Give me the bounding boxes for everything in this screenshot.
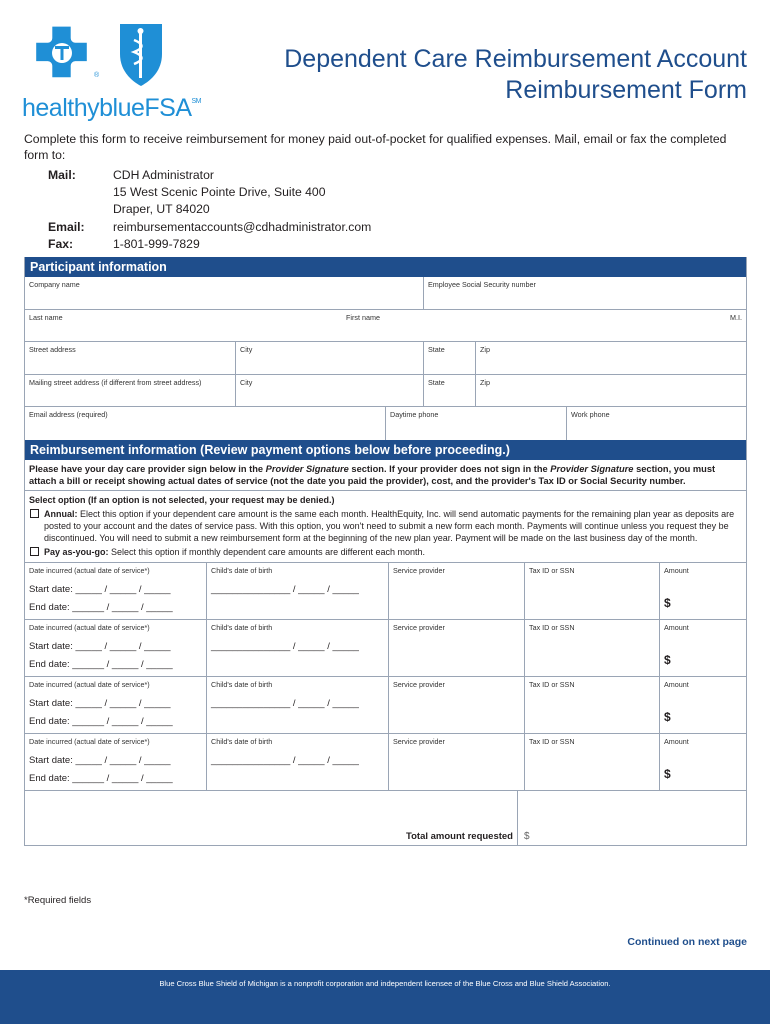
expense-row	[25, 620, 746, 677]
expense-entries	[25, 563, 746, 791]
payg-checkbox[interactable]	[30, 547, 39, 556]
child-dob-field[interactable]	[207, 620, 389, 676]
email-label: Email:	[48, 220, 85, 234]
instr-part-d: Provider Signature	[550, 464, 634, 474]
instr-part-c: section. If your provider does not sign in the	[348, 464, 551, 474]
date-incurred-label: Date incurred (actual date of service*)	[29, 737, 150, 746]
expense-row	[25, 563, 746, 620]
expense-row	[25, 734, 746, 791]
mail-line-3: Draper, UT 84020	[113, 202, 210, 216]
service-provider-field[interactable]: Service provider	[389, 563, 525, 619]
child-dob-blank[interactable]: _______________ / _____ / _____	[211, 755, 359, 766]
tax-id-field[interactable]: Tax ID or SSN	[525, 620, 660, 676]
fax-number: 1-801-999-7829	[113, 237, 200, 251]
amount-dollar: $	[664, 767, 671, 781]
first-name-field[interactable]: First name	[346, 313, 380, 322]
city-field[interactable]: City	[236, 342, 424, 374]
logo-text: healthyblueFSA	[22, 94, 192, 122]
end-date[interactable]: End date: ______ / _____ / _____	[29, 602, 173, 613]
street-address-field[interactable]: Street address	[25, 342, 236, 374]
payg-text: Select this option if monthly dependent care amounts are different each month.	[108, 547, 426, 557]
child-dob-field[interactable]	[207, 563, 389, 619]
service-provider-field[interactable]: Service provider	[389, 677, 525, 733]
date-incurred-label: Date incurred (actual date of service*)	[29, 566, 150, 575]
child-dob-label: Child's date of birth	[211, 680, 273, 689]
instr-part-a: Please have your day care provider sign below in the	[29, 464, 266, 474]
total-label: Total amount requested	[25, 791, 518, 845]
mailing-zip-field[interactable]: Zip	[480, 378, 490, 387]
instr-part-e: section, you must attach a bill or receipt showing actual dates of service (not the date you paid the provider), cost, and the provider's Tax ID or Social Security number.	[29, 464, 716, 486]
intro-text: Complete this form to receive reimbursement for money paid out-of-pocket for qualified expenses. Mail, email or fax the completed form to:	[24, 132, 727, 162]
annual-option[interactable]	[29, 508, 742, 544]
tax-id-field[interactable]: Tax ID or SSN	[525, 734, 660, 790]
contact-block	[48, 167, 371, 253]
healthyblue-fsa-logo	[22, 18, 212, 126]
tax-id-field[interactable]: Tax ID or SSN	[525, 677, 660, 733]
select-option-label: Select option (If an option is not selected, your request may be denied.)	[29, 495, 335, 505]
mail-label: Mail:	[48, 168, 76, 182]
ssn-field[interactable]: Employee Social Security number	[428, 280, 536, 289]
service-provider-field[interactable]: Service provider	[389, 734, 525, 790]
reimbursement-form	[24, 257, 747, 846]
payment-options	[25, 491, 746, 563]
date-incurred-field[interactable]	[25, 734, 207, 790]
amount-dollar: $	[664, 710, 671, 724]
child-dob-label: Child's date of birth	[211, 566, 273, 575]
expense-row	[25, 677, 746, 734]
title-line-1: Dependent Care Reimbursement Account	[284, 45, 747, 73]
total-row	[25, 791, 746, 846]
payg-label: Pay as-you-go:	[44, 547, 109, 557]
annual-label: Annual:	[44, 509, 78, 519]
footer: Blue Cross Blue Shield of Michigan is a nonprofit corporation and independent licensee of the Blue Cross and Blue Shield Association.	[0, 970, 770, 1024]
logo-sm: SM	[191, 98, 202, 105]
end-date[interactable]: End date: ______ / _____ / _____	[29, 773, 173, 784]
amount-label: Amount	[664, 680, 689, 689]
child-dob-label: Child's date of birth	[211, 737, 273, 746]
reimbursement-header: Reimbursement information (Review payment options below before proceeding.)	[25, 440, 746, 460]
amount-field[interactable]	[660, 677, 746, 733]
instr-part-b: Provider Signature	[265, 464, 349, 474]
fax-label: Fax:	[48, 237, 74, 251]
mail-line-1: CDH Administrator	[113, 168, 214, 182]
child-dob-field[interactable]	[207, 677, 389, 733]
annual-text: Elect this option if your dependent care amount is the same each month. HealthEquity, Inc. will send automatic payments for the remaining plan year as deposits are posted to your account and the dates of service pass. With this option, you won't need to submit a new form each month. Payments will continue unless you request they be discontinued. You will need to submit a new reimbursement form at the beginning of the new plan year. Payment will be made on the last business day of the month.	[44, 509, 735, 543]
start-date[interactable]: Start date: _____ / _____ / _____	[29, 641, 171, 652]
end-date[interactable]: End date: ______ / _____ / _____	[29, 716, 173, 727]
payg-option[interactable]	[29, 546, 742, 558]
tax-id-field[interactable]: Tax ID or SSN	[525, 563, 660, 619]
amount-label: Amount	[664, 737, 689, 746]
amount-dollar: $	[664, 653, 671, 667]
continued-note: Continued on next page	[627, 936, 747, 948]
title-line-2: Reimbursement Form	[505, 76, 747, 104]
mailing-state-field[interactable]: State	[424, 375, 476, 406]
date-incurred-field[interactable]	[25, 563, 207, 619]
date-incurred-label: Date incurred (actual date of service*)	[29, 623, 150, 632]
provider-instructions	[25, 460, 746, 491]
amount-label: Amount	[664, 566, 689, 575]
form-title	[284, 44, 747, 106]
date-incurred-label: Date incurred (actual date of service*)	[29, 680, 150, 689]
mailing-address-field[interactable]: Mailing street address (if different from street address)	[25, 375, 236, 406]
zip-field[interactable]: Zip	[480, 345, 490, 354]
last-name-field[interactable]: Last name	[29, 313, 63, 322]
total-amount-field[interactable]: $	[524, 831, 530, 842]
start-date[interactable]: Start date: _____ / _____ / _____	[29, 698, 171, 709]
amount-label: Amount	[664, 623, 689, 632]
amount-field[interactable]	[660, 563, 746, 619]
registered-mark-shield: ®	[146, 72, 152, 79]
mailing-city-field[interactable]: City	[236, 375, 424, 406]
start-date[interactable]: Start date: _____ / _____ / _____	[29, 584, 171, 595]
child-dob-blank[interactable]: _______________ / _____ / _____	[211, 584, 359, 595]
email-field[interactable]: Email address (required)	[25, 407, 386, 440]
logo-wordmark	[22, 94, 201, 123]
amount-dollar: $	[664, 596, 671, 610]
company-name-field[interactable]: Company name	[25, 277, 424, 309]
required-note: *Required fields	[24, 895, 92, 906]
child-dob-blank[interactable]: _______________ / _____ / _____	[211, 641, 359, 652]
amount-field[interactable]	[660, 734, 746, 790]
end-date[interactable]: End date: ______ / _____ / _____	[29, 659, 173, 670]
child-dob-blank[interactable]: _______________ / _____ / _____	[211, 698, 359, 709]
daytime-phone-field[interactable]: Daytime phone	[386, 407, 567, 440]
amount-field[interactable]	[660, 620, 746, 676]
annual-checkbox[interactable]	[30, 509, 39, 518]
email-address[interactable]: reimbursementaccounts@cdhadministrator.com	[113, 220, 372, 234]
work-phone-field[interactable]: Work phone	[571, 410, 610, 419]
registered-mark: ®	[94, 72, 100, 79]
mail-line-2: 15 West Scenic Pointe Drive, Suite 400	[113, 185, 326, 199]
start-date[interactable]: Start date: _____ / _____ / _____	[29, 755, 171, 766]
service-provider-field[interactable]: Service provider	[389, 620, 525, 676]
participant-header: Participant information	[25, 257, 746, 277]
date-incurred-field[interactable]	[25, 677, 207, 733]
state-field[interactable]: State	[424, 342, 476, 374]
child-dob-label: Child's date of birth	[211, 623, 273, 632]
mi-field[interactable]: M.I.	[730, 313, 742, 322]
date-incurred-field[interactable]	[25, 620, 207, 676]
child-dob-field[interactable]	[207, 734, 389, 790]
